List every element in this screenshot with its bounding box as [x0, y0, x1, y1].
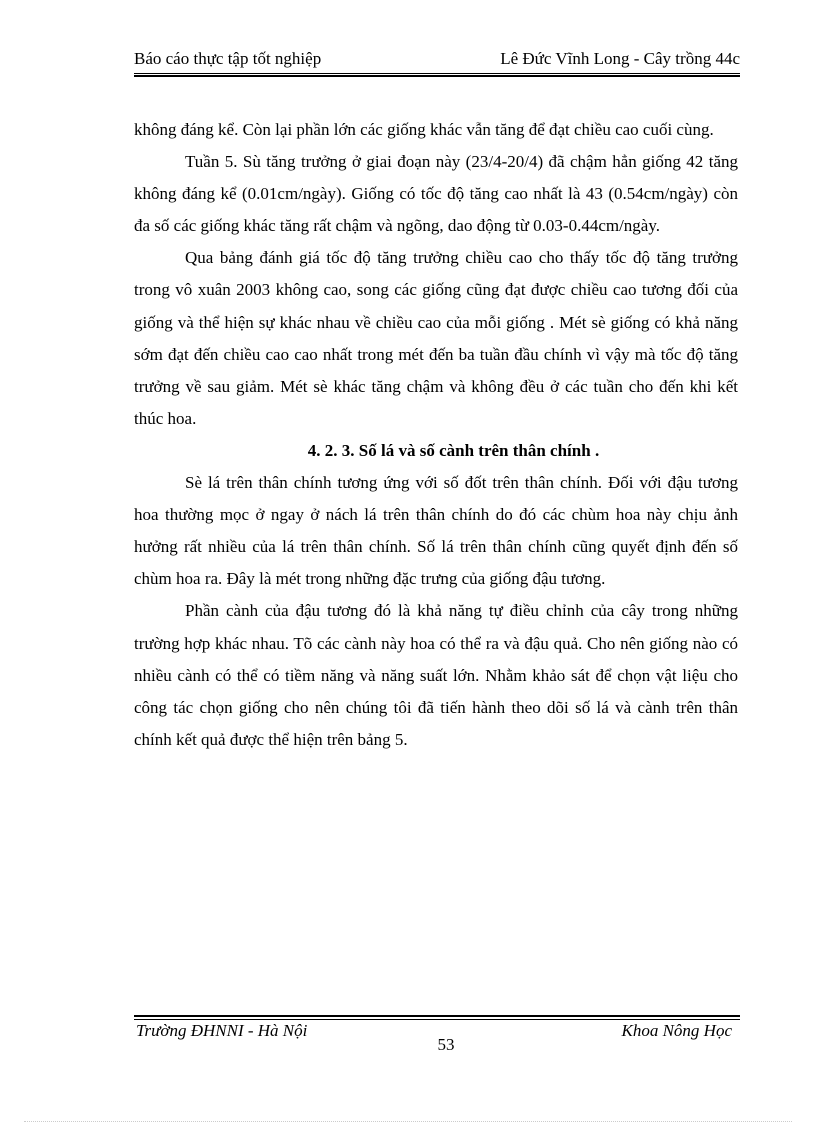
paragraph-growth-summary: Qua bảng đánh giá tốc độ tăng trưởng chiều cao cho thấy tốc độ tăng trưởng trong vô xuân 2003 không cao, song các giống cũng đạt được chiều cao tương đối của giống và thể hiện sự khác nhau về chiều cao của mỗi giống . Mét sè giống có khả năng sớm đạt đến chiều cao cao nhất trong mét đến ba tuần đầu chính vì vậy mà tốc độ tăng trưởng về sau giảm. Mét sè khác tăng chậm và không đều ở các tuần cho đến khi kết thúc hoa.	[134, 248, 738, 428]
section-heading: 4. 2. 3. Số lá và số cành trên thân chính .	[307, 440, 600, 460]
document-body	[134, 114, 738, 756]
header-rule-thin	[134, 73, 740, 74]
footer-university: Trường ĐHNNI - Hà Nội	[136, 1021, 308, 1040]
paragraph-continuation: không đáng kể. Còn lại phần lớn các giống khác vẫn tăng để đạt chiều cao cuối cùng.	[134, 120, 714, 139]
footer-rule-thin	[134, 1019, 740, 1020]
paragraph-branch-count: Phần cành của đậu tương đó là khả năng tự điều chỉnh của cây trong những trường hợp khác nhau. Tõ các cành này hoa có thể ra và đậu quả. Cho nên giống nào có nhiều cành có thể có tiềm năng và năng suất lớn. Nhằm khảo sát để chọn vật liệu cho công tác chọn giống cho nên chúng tôi đã tiến hành theo dõi số lá và cành trên thân chính kết quả được thể hiện trên bảng 5.	[134, 601, 738, 749]
header-author: Lê Đức Vĩnh Long - Cây trồng 44c	[500, 49, 740, 68]
page-number: 53	[437, 1035, 455, 1054]
header-rule-thick	[134, 75, 740, 77]
paragraph-leaf-count: Sè lá trên thân chính tương ứng với số đốt trên thân chính. Đối với đậu tương hoa thường mọc ở ngay ở nách lá trên thân chính do đó các chùm hoa này chịu ảnh hưởng rất nhiều của lá trên thân chính. Số lá trên thân chính cũng quyết định đến số chùm hoa ra. Đây là mét trong những đặc trưng của giống đậu tương.	[134, 473, 738, 589]
footer-rule-thick	[134, 1015, 740, 1017]
paragraph-week-5: Tuần 5. Sù tăng trưởng ở giai đoạn này (23/4-20/4) đã chậm hẳn giống 42 tăng không đáng kể (0.01cm/ngày). Giống có tốc độ tăng cao nhất là 43 (0.54cm/ngày) còn đa số các giống khác tăng rất chậm và ngõng, dao động từ 0.03-0.44cm/ngày.	[134, 152, 738, 236]
page-header	[134, 48, 740, 70]
footer-faculty: Khoa Nông Học	[621, 1021, 732, 1040]
page-bottom-edge	[24, 1121, 792, 1122]
header-report-title: Báo cáo thực tập tốt nghiệp	[134, 49, 322, 68]
